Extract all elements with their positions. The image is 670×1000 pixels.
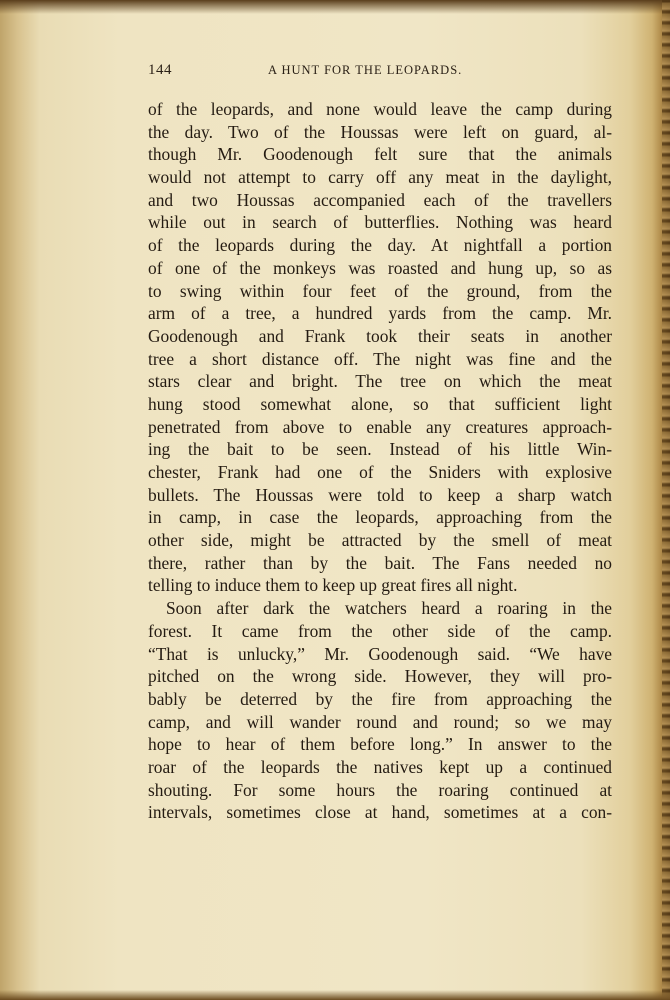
body-text [148, 98, 612, 824]
paragraph-end-line: telling to induce them to keep up great fires all night. [148, 575, 518, 596]
text-line: ing the bait to be seen. Instead of his little Win- [148, 439, 612, 460]
text-line: of the leopards, and none would leave the camp during [148, 99, 612, 119]
page-header [148, 62, 618, 82]
text-line: arm of a tree, a hundred yards from the camp. Mr. [148, 303, 612, 324]
text-line: while out in search of butterflies. Nothing was heard [148, 212, 612, 233]
text-line: penetrated from above to enable any creatures approach- [148, 416, 612, 437]
text-line: tree a short distance off. The night was fine and the [148, 348, 612, 369]
text-line: the day. Two of the Houssas were left on guard, al- [148, 121, 612, 142]
text-line: hung stood somewhat alone, so that sufficient light [148, 393, 612, 414]
text-line: “That is unlucky,” Mr. Goodenough said. “We have [148, 643, 612, 664]
text-line: bably be deterred by the fire from approaching the [148, 688, 612, 709]
text-line: roar of the leopards the natives kept up a continued [148, 756, 612, 777]
page-edge-shadow [662, 0, 670, 1000]
paragraph-start-line: Soon after dark the watchers heard a roaring in the [166, 598, 612, 619]
text-line: bullets. The Houssas were told to keep a sharp watch [148, 484, 612, 505]
text-line: camp, and will wander round and round; so we may [148, 711, 612, 732]
page-number: 144 [148, 62, 172, 78]
text-line: would not attempt to carry off any meat in the daylight, [148, 167, 612, 188]
text-line: hope to hear of them before long.” In answer to the [148, 734, 612, 755]
text-line: pitched on the wrong side. However, they will pro- [148, 666, 612, 687]
text-line: stars clear and bright. The tree on which the meat [148, 371, 612, 392]
text-line: shouting. For some hours the roaring continued at [148, 779, 612, 800]
text-line: forest. It came from the other side of the camp. [148, 620, 612, 641]
text-line: there, rather than by the bait. The Fans needed no [148, 552, 612, 573]
text-line: chester, Frank had one of the Sniders with explosive [148, 462, 612, 482]
text-line: of the leopards during the day. At nightfall a portion [148, 235, 612, 256]
running-title: A HUNT FOR THE LEOPARDS. [268, 63, 463, 77]
text-line: intervals, sometimes close at hand, sometimes at a con- [148, 802, 612, 823]
text-line: other side, might be attracted by the smell of meat [148, 530, 612, 551]
text-line: Goodenough and Frank took their seats in another [148, 325, 612, 346]
text-line: and two Houssas accompanied each of the travellers [148, 189, 612, 210]
text-line: of one of the monkeys was roasted and hung up, so as [148, 257, 612, 278]
text-line: to swing within four feet of the ground, from the [148, 280, 612, 301]
text-line: though Mr. Goodenough felt sure that the animals [148, 144, 612, 165]
text-line: in camp, in case the leopards, approaching from the [148, 507, 612, 528]
